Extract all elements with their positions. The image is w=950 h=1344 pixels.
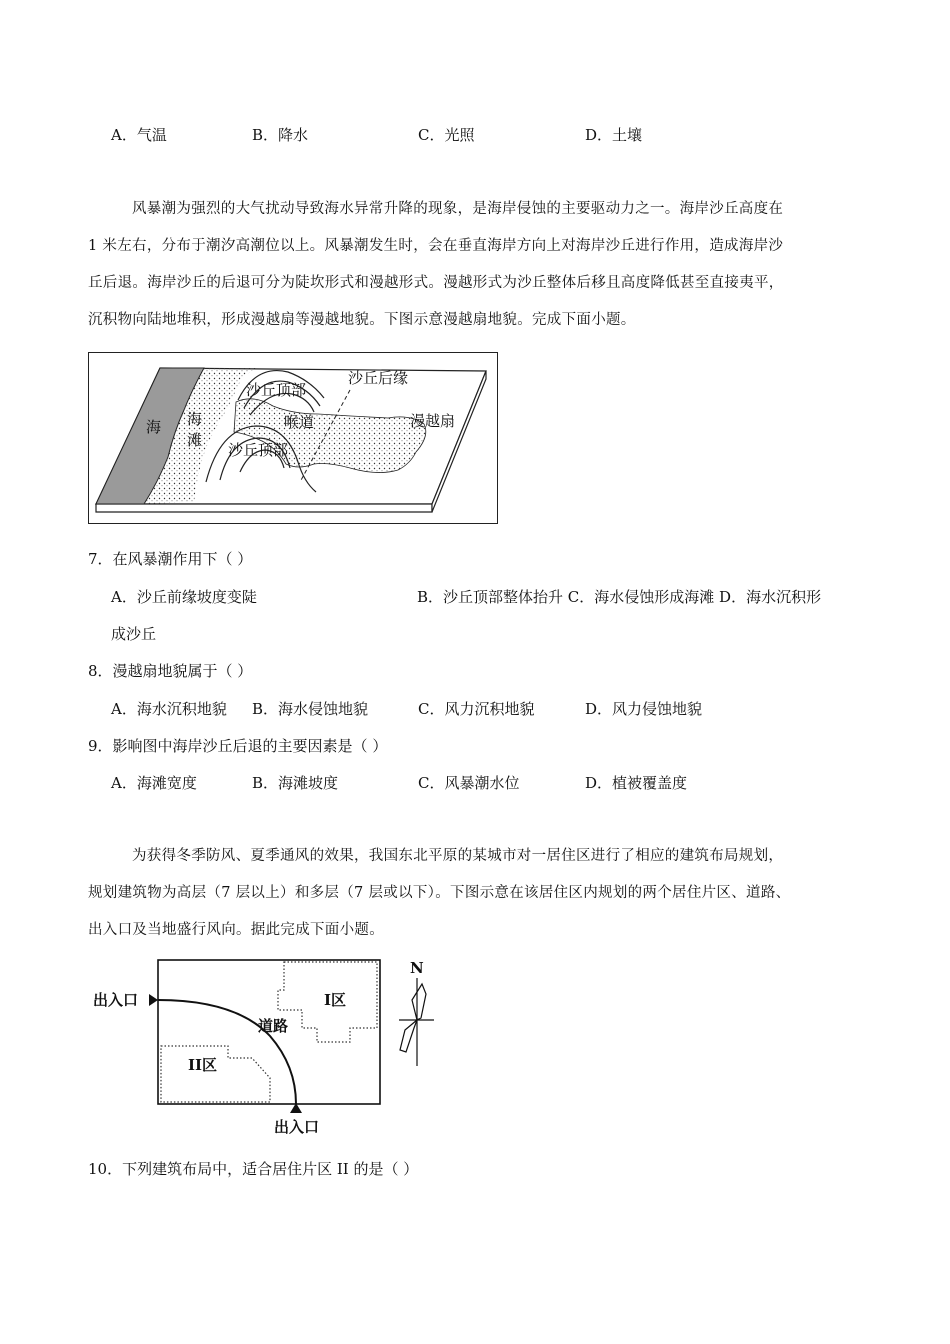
q8-option-b: B．海水侵蚀地貌 [252, 700, 369, 718]
label-dune-rear: 沙丘后缘 [348, 369, 409, 387]
label-dune-top-upper: 沙丘顶部 [246, 381, 307, 399]
q9-option-a: A．海滩宽度 [111, 774, 197, 792]
q9-option-b: B．海滩坡度 [252, 774, 339, 792]
label-entrance-bottom: 出入口 [274, 1118, 320, 1136]
label-north: N [410, 959, 424, 977]
passage2-line: 出入口及当地盛行风向。据此完成下面小题。 [88, 922, 384, 938]
passage1-line: 风暴潮为强烈的大气扰动导致海水异常升降的现象，是海岸侵蚀的主要驱动力之一。海岸沙丘高度在 [132, 201, 784, 217]
passage1-line: 1 米左右，分布于潮汐高潮位以上。风暴潮发生时，会在垂直海岸方向上对海岸沙丘进行作用，造成海岸沙 [88, 238, 784, 254]
wind-rose-south [400, 1020, 417, 1052]
question-9-stem: 9．影响图中海岸沙丘后退的主要因素是（ ） [88, 737, 388, 755]
q9-option-d: D．植被覆盖度 [585, 774, 688, 792]
overwash-fan-figure [88, 352, 498, 524]
q6-option-d: D．土壤 [585, 126, 643, 144]
q6-option-b: B．降水 [252, 126, 309, 144]
label-zone-2: II区 [188, 1056, 218, 1074]
residential-area-figure [88, 954, 448, 1140]
question-7-stem: 7．在风暴潮作用下（ ） [88, 550, 253, 568]
passage2-line: 为获得冬季防风、夏季通风的效果，我国东北平原的某城市对一居住区进行了相应的建筑布局规划， [132, 848, 784, 864]
question-8-stem: 8．漫越扇地貌属于（ ） [88, 662, 253, 680]
entrance-left-marker [149, 994, 158, 1006]
label-road: 道路 [258, 1017, 289, 1035]
label-sea: 海 [146, 418, 162, 436]
wind-rose-north [412, 984, 426, 1020]
passage1-line: 沉积物向陆地堆积，形成漫越扇等漫越地貌。下图示意漫越扇地貌。完成下面小题。 [88, 312, 636, 328]
q7-option-d-continued: 成沙丘 [111, 625, 157, 643]
passage2-line: 规划建筑物为高层（7 层以上）和多层（7 层或以下）。下图示意在该居住区内规划的两个居住片区、道路、 [88, 885, 791, 901]
label-entrance-left: 出入口 [93, 991, 139, 1009]
q9-option-c: C．风暴潮水位 [418, 774, 520, 792]
q8-option-a: A．海水沉积地貌 [111, 700, 227, 718]
label-fan: 漫越扇 [410, 412, 456, 430]
q7-options-bcd: B．沙丘顶部整体抬升 C．海水侵蚀形成海滩 D．海水沉积形 [417, 588, 822, 606]
label-beach: 滩 [187, 431, 203, 449]
label-beach: 海 [187, 410, 203, 428]
terrain-slab-front [96, 504, 432, 512]
passage1-line: 丘后退。海岸沙丘的后退可分为陡坎形式和漫越形式。漫越形式为沙丘整体后移且高度降低甚至直接夷平， [88, 275, 784, 291]
q8-option-c: C．风力沉积地貌 [418, 700, 535, 718]
q6-option-c: C．光照 [418, 126, 475, 144]
q6-option-a: A．气温 [111, 126, 167, 144]
label-dune-top-lower: 沙丘顶部 [228, 441, 289, 459]
question-10-stem: 10．下列建筑布局中，适合居住片区 II 的是（ ） [88, 1160, 419, 1178]
q8-option-d: D．风力侵蚀地貌 [585, 700, 703, 718]
label-zone-1: I区 [324, 991, 347, 1009]
passage-storm-surge [88, 191, 866, 339]
label-channel: 喉道 [284, 413, 315, 431]
q7-option-a: A．沙丘前缘坡度变陡 [111, 588, 257, 606]
passage-residential-layout [88, 838, 866, 949]
